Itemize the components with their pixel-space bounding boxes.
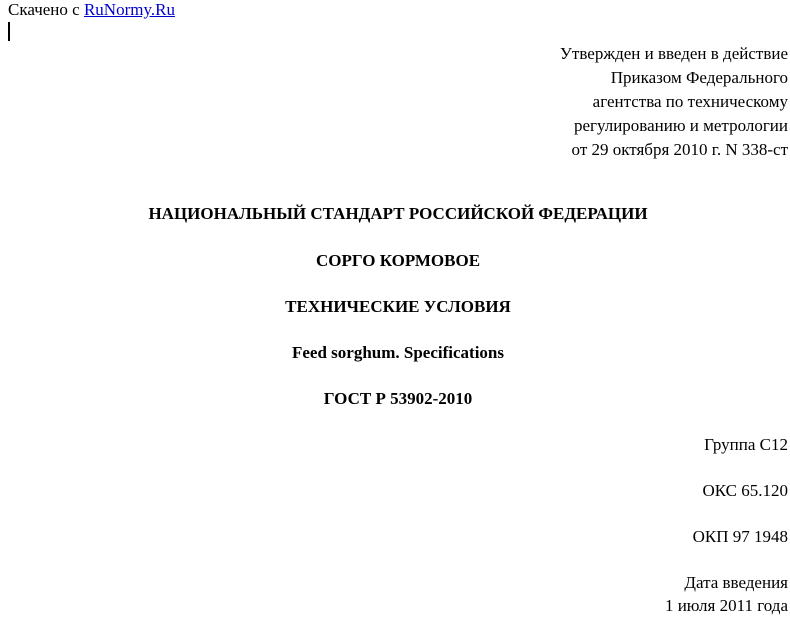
gost-number: ГОСТ Р 53902-2010 [323,389,473,408]
source-line [8,0,175,20]
approval-line: от 29 октября 2010 г. N 338-ст [571,140,788,159]
downloaded-prefix: Скачено с [8,0,80,19]
intro-date: 1 июля 2011 года [664,596,788,615]
oks-code: ОКС 65.120 [702,481,788,500]
approval-line: агентства по техническому [592,92,788,111]
approval-line: Утвержден и введен в действие [559,44,788,63]
group-code: Группа С12 [704,435,788,454]
conditions-title: ТЕХНИЧЕСКИЕ УСЛОВИЯ [285,297,511,316]
intro-date-label: Дата введения [684,573,788,592]
approval-line: регулированию и метрологии [573,116,788,135]
text-cursor [8,22,10,41]
english-title: Feed sorghum. Specifications [291,343,505,362]
approval-line: Приказом Федерального [610,68,788,87]
product-title: СОРГО КОРМОВОЕ [315,251,481,270]
source-link[interactable]: RuNormy.Ru [83,0,175,19]
approval-block [560,42,788,162]
national-standard-title: НАЦИОНАЛЬНЫЙ СТАНДАРТ РОССИЙСКОЙ ФЕДЕРАЦИИ [148,204,648,223]
okp-code: ОКП 97 1948 [692,527,788,546]
